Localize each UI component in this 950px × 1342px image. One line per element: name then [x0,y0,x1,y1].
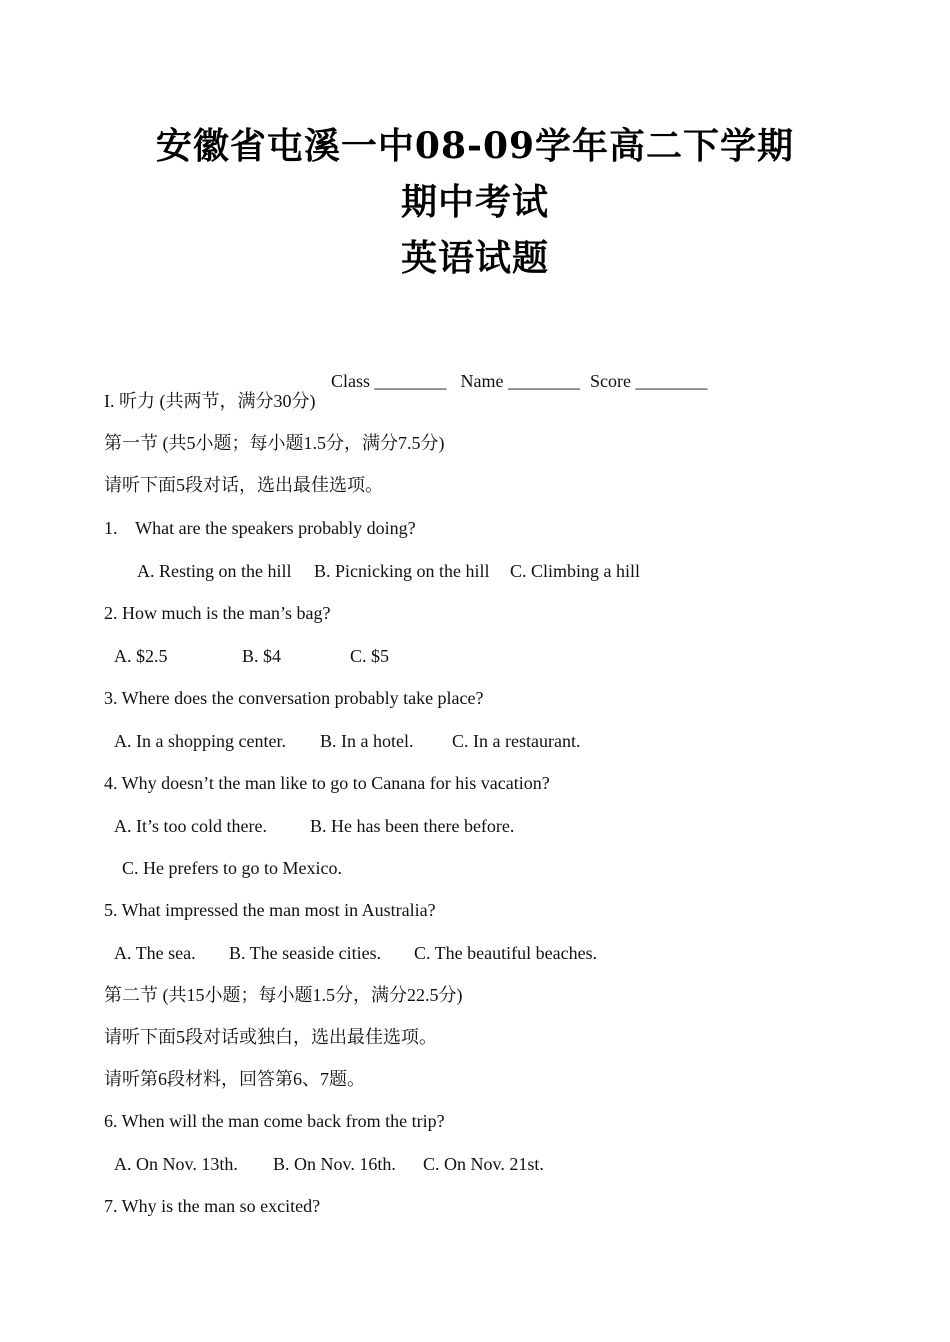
question-2-option-a[interactable]: A. $2.5 [114,646,168,666]
question-6-option-b[interactable]: B. On Nov. 16th. [273,1154,396,1174]
question-3-stem: 3. Where does the conversation probably take place? [104,688,484,708]
question-1-option-c[interactable]: C. Climbing a hill [510,561,641,581]
question-6-option-a[interactable]: A. On Nov. 13th. [114,1154,238,1174]
question-4-option-c[interactable]: C. He prefers to go to Mexico. [122,858,342,878]
question-3-option-c[interactable]: C. In a restaurant. [452,731,581,751]
question-4-option-a[interactable]: A. It’s too cold there. [114,816,267,836]
question-2-stem: 2. How much is the man’s bag? [104,603,331,623]
class-field[interactable]: Class ________ [331,371,447,391]
material-6-instruction: 请听第6段材料，回答第6、7题。 [104,1069,365,1089]
part-1-instruction: 请听下面5段对话，选出最佳选项。 [104,475,383,495]
student-info-line [322,348,707,392]
question-4-option-b[interactable]: B. He has been there before. [310,816,515,836]
question-6-stem: 6. When will the man come back from the trip? [104,1111,445,1131]
question-4-stem: 4. Why doesn’t the man like to go to Canana for his vacation? [104,773,550,793]
question-1-option-b[interactable]: B. Picnicking on the hill [314,561,490,581]
question-2-option-c[interactable]: C. $5 [350,646,390,666]
title-line-2: 期中考试 [400,181,549,223]
exam-title [0,118,950,286]
question-5-option-a[interactable]: A. The sea. [114,943,196,963]
part-2-heading: 第二节 (共15小题；每小题1.5分，满分22.5分) [104,985,463,1005]
question-3-option-a[interactable]: A. In a shopping center. [114,731,286,751]
title-line-3: 英语试题 [400,237,549,279]
title-line-1: 安徽省屯溪一中08-09学年高二下学期 [155,125,795,167]
question-5-option-b[interactable]: B. The seaside cities. [229,943,382,963]
score-field[interactable]: Score ________ [590,371,708,391]
question-1-option-a[interactable]: A. Resting on the hill [137,561,292,581]
question-5-option-c[interactable]: C. The beautiful beaches. [414,943,598,963]
question-5-stem: 5. What impressed the man most in Australia? [104,900,436,920]
question-3-option-b[interactable]: B. In a hotel. [320,731,414,751]
part-2-instruction: 请听下面5段对话或独白，选出最佳选项。 [104,1027,437,1047]
question-1-stem: 1. What are the speakers probably doing? [104,518,416,538]
part-1-heading: 第一节 (共5小题；每小题1.5分，满分7.5分) [104,433,445,453]
question-7-stem: 7. Why is the man so excited? [104,1196,321,1216]
section-1-heading: I. 听力 (共两节，满分30分) [104,391,316,411]
name-field[interactable]: Name ________ [460,371,580,391]
question-2-option-b[interactable]: B. $4 [242,646,282,666]
question-6-option-c[interactable]: C. On Nov. 21st. [423,1154,544,1174]
